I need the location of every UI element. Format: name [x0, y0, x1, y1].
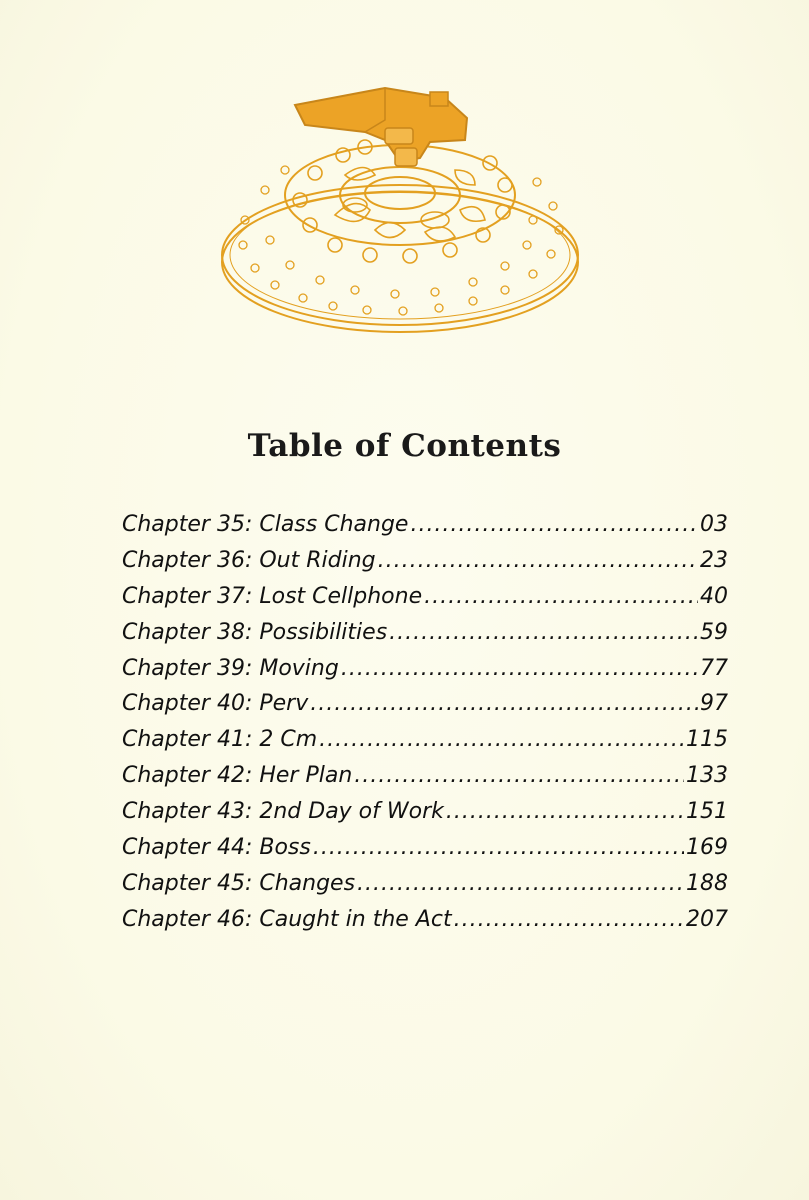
toc-entry: [122, 656, 728, 692]
table-of-contents: [122, 512, 728, 943]
toc-page-number: 97: [700, 691, 728, 717]
brake-disc-illustration: [215, 70, 595, 340]
dot-leader: [424, 584, 698, 609]
toc-page-number: 40: [700, 583, 728, 609]
toc-entry: [122, 907, 728, 943]
toc-chapter-title: Chapter 43: 2nd Day of Work: [122, 799, 444, 825]
toc-page-number: 115: [686, 727, 728, 753]
toc-entry: [122, 871, 728, 907]
dot-leader: [310, 691, 698, 716]
toc-page-number: 151: [686, 799, 728, 825]
toc-entry: [122, 584, 728, 620]
toc-chapter-title: Chapter 39: Moving: [122, 655, 339, 681]
toc-chapter-title: Chapter 35: Class Change: [122, 512, 409, 537]
toc-entry: [122, 691, 728, 727]
toc-entry: [122, 763, 728, 799]
toc-entry: [122, 799, 728, 835]
dot-leader: [454, 907, 684, 932]
toc-chapter-title: Chapter 42: Her Plan: [122, 763, 353, 789]
toc-page-number: 59: [700, 619, 728, 645]
page-title: Table of Contents: [247, 428, 562, 464]
dot-leader: [357, 871, 684, 896]
toc-chapter-title: Chapter 46: Caught in the Act: [122, 906, 452, 932]
dot-leader: [341, 656, 698, 681]
dot-leader: [313, 835, 684, 860]
dot-leader: [378, 548, 698, 573]
toc-entry: [122, 512, 728, 548]
toc-chapter-title: Chapter 36: Out Riding: [122, 547, 376, 573]
toc-page-number: 188: [686, 870, 728, 896]
dot-leader: [446, 799, 684, 824]
toc-page-number: 207: [686, 906, 728, 932]
toc-page-number: 169: [686, 835, 728, 861]
toc-chapter-title: Chapter 38: Possibilities: [122, 619, 388, 645]
brake-disc-icon: [222, 138, 578, 332]
toc-chapter-title: Chapter 44: Boss: [122, 835, 311, 861]
dot-leader: [354, 763, 684, 788]
dot-leader: [410, 512, 698, 537]
toc-entry: [122, 727, 728, 763]
toc-chapter-title: Chapter 37: Lost Cellphone: [122, 583, 423, 609]
toc-entry: [122, 548, 728, 584]
toc-entry: [122, 835, 728, 871]
toc-chapter-title: Chapter 41: 2 Cm: [122, 727, 318, 753]
toc-entry: [122, 620, 728, 656]
toc-page-number: 03: [700, 512, 728, 537]
toc-page-number: 77: [700, 655, 728, 681]
toc-chapter-title: Chapter 45: Changes: [122, 870, 356, 896]
caliper-icon: [295, 88, 467, 166]
toc-chapter-title: Chapter 40: Perv: [122, 691, 309, 717]
toc-page-number: 23: [700, 547, 728, 573]
dot-leader: [319, 727, 684, 752]
dot-leader: [389, 620, 698, 645]
toc-page-number: 133: [686, 763, 728, 789]
